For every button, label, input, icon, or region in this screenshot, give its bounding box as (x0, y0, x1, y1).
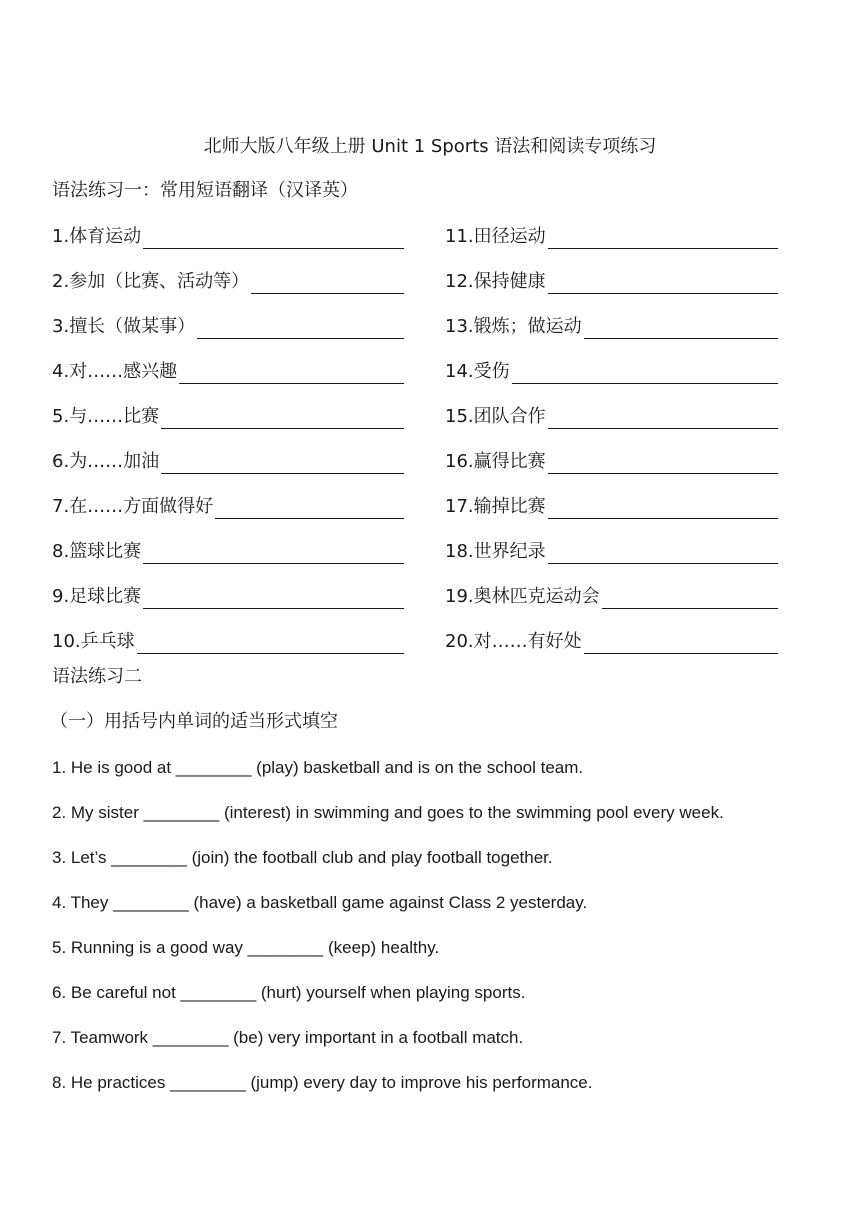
phrase-item (445, 450, 778, 474)
phrase-row (52, 405, 812, 429)
answer-blank[interactable] (548, 498, 778, 519)
answer-blank[interactable] (197, 318, 404, 339)
phrase-row (52, 270, 812, 294)
exercise-item: 1. He is good at ________ (play) basketball and is on the school team. (52, 758, 584, 777)
phrase-item (445, 315, 778, 339)
item-text: 世界纪录 (473, 541, 546, 562)
phrase-item (445, 270, 778, 294)
phrase-item (445, 630, 778, 654)
answer-blank[interactable] (179, 363, 404, 384)
phrase-item (445, 360, 778, 384)
item-text: 乒乓球 (80, 631, 135, 652)
phrase-row (52, 315, 812, 339)
item-number: 15. (445, 406, 474, 427)
item-text: 体育运动 (69, 226, 142, 247)
phrase-row (52, 495, 812, 519)
item-number: 10. (52, 631, 81, 652)
phrase-item (52, 585, 404, 609)
answer-blank[interactable] (215, 498, 404, 519)
exercise-item: 2. My sister ________ (interest) in swimming and goes to the swimming pool every week. (52, 803, 724, 822)
item-text: 参加（比赛、活动等） (69, 271, 250, 292)
answer-blank[interactable] (548, 408, 778, 429)
exercise-item: 3. Let’s ________ (join) the football club and play football together. (52, 848, 553, 867)
item-text: 锻炼；做运动 (473, 316, 582, 337)
phrase-row (52, 450, 812, 474)
item-number: 14. (445, 361, 474, 382)
phrase-item (52, 270, 404, 294)
phrase-row (52, 630, 812, 654)
answer-blank[interactable] (548, 543, 778, 564)
phrase-item (52, 225, 404, 249)
answer-blank[interactable] (602, 588, 778, 609)
item-number: 6. (52, 451, 70, 472)
answer-blank[interactable] (143, 588, 404, 609)
phrase-item (445, 225, 778, 249)
item-number: 2. (52, 271, 70, 292)
item-number: 7. (52, 496, 70, 517)
item-number: 20. (445, 631, 474, 652)
phrase-row (52, 585, 812, 609)
item-number: 8. (52, 541, 70, 562)
phrase-row (52, 360, 812, 384)
answer-blank[interactable] (143, 228, 404, 249)
answer-blank[interactable] (161, 408, 404, 429)
exercise-item: 4. They ________ (have) a basketball game against Class 2 yesterday. (52, 893, 588, 912)
section2-subheading: （一）用括号内单词的适当形式填空 (50, 711, 338, 732)
answer-blank[interactable] (161, 453, 404, 474)
answer-blank[interactable] (584, 633, 778, 654)
item-number: 12. (445, 271, 474, 292)
page-title: 北师大版八年级上册 Unit 1 Sports 语法和阅读专项练习 (203, 136, 657, 157)
item-text: 团队合作 (473, 406, 546, 427)
phrase-item (445, 405, 778, 429)
phrase-row (52, 540, 812, 564)
item-text: 输掉比赛 (473, 496, 546, 517)
item-text: 足球比赛 (69, 586, 142, 607)
item-number: 9. (52, 586, 70, 607)
phrase-item (445, 585, 778, 609)
section1-heading: 语法练习一：常用短语翻译（汉译英） (52, 180, 358, 201)
item-text: 在……方面做得好 (69, 496, 214, 517)
exercise-item: 5. Running is a good way ________ (keep) healthy. (52, 938, 440, 957)
answer-blank[interactable] (548, 453, 778, 474)
item-number: 18. (445, 541, 474, 562)
item-text: 保持健康 (473, 271, 546, 292)
phrase-item (445, 540, 778, 564)
item-number: 4. (52, 361, 70, 382)
item-text: 擅长（做某事） (69, 316, 196, 337)
answer-blank[interactable] (548, 228, 778, 249)
item-text: 对……有好处 (473, 631, 582, 652)
item-text: 赢得比赛 (473, 451, 546, 472)
item-text: 对……感兴趣 (69, 361, 178, 382)
item-number: 17. (445, 496, 474, 517)
phrase-item (52, 360, 404, 384)
answer-blank[interactable] (251, 273, 404, 294)
answer-blank[interactable] (512, 363, 778, 384)
phrase-item (52, 495, 404, 519)
phrase-item (52, 630, 404, 654)
item-number: 13. (445, 316, 474, 337)
item-text: 篮球比赛 (69, 541, 142, 562)
section2-heading: 语法练习二 (52, 666, 142, 687)
item-number: 3. (52, 316, 70, 337)
phrase-item (52, 540, 404, 564)
item-text: 为……加油 (69, 451, 160, 472)
item-number: 16. (445, 451, 474, 472)
item-text: 受伤 (473, 361, 510, 382)
exercise-item: 7. Teamwork ________ (be) very important in a football match. (52, 1028, 524, 1047)
phrase-row (52, 225, 812, 249)
item-number: 19. (445, 586, 474, 607)
item-number: 11. (445, 226, 474, 247)
phrase-item (52, 405, 404, 429)
exercise-item: 8. He practices ________ (jump) every day to improve his performance. (52, 1073, 593, 1092)
answer-blank[interactable] (137, 633, 404, 654)
phrase-item (445, 495, 778, 519)
item-text: 与……比赛 (69, 406, 160, 427)
answer-blank[interactable] (584, 318, 778, 339)
phrase-item (52, 315, 404, 339)
item-text: 田径运动 (473, 226, 546, 247)
item-text: 奥林匹克运动会 (473, 586, 600, 607)
phrase-item (52, 450, 404, 474)
exercise-item: 6. Be careful not ________ (hurt) yourself when playing sports. (52, 983, 526, 1002)
item-number: 5. (52, 406, 70, 427)
item-number: 1. (52, 226, 70, 247)
answer-blank[interactable] (143, 543, 404, 564)
answer-blank[interactable] (548, 273, 778, 294)
